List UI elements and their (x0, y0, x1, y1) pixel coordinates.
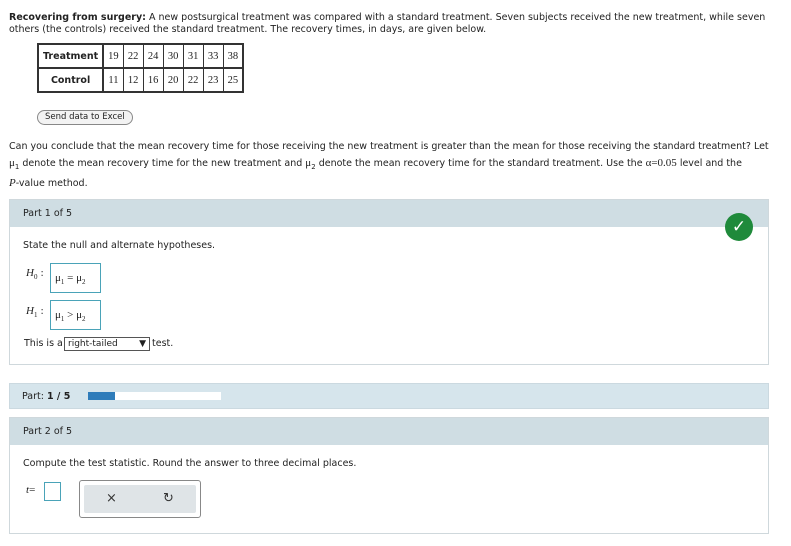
h1-answer-box[interactable]: $\mu_1 > \mu_2$ (50, 300, 101, 330)
table-cell: 12 (123, 68, 143, 92)
problem-title: Recovering from surgery: (9, 12, 146, 23)
t-label: t= (26, 484, 36, 496)
table-cell: 22 (183, 68, 203, 92)
question-line-1: Can you conclude that the mean recovery time for those receiving the new treatment is greater than the mean for those receiving the standard treatment? Let (9, 141, 769, 152)
question-line-3: P-value method. (9, 176, 88, 189)
alpha-value: α=0.05 (645, 157, 677, 169)
t-statistic-input[interactable] (44, 482, 61, 501)
dropdown-arrow-icon: ▼ (139, 339, 146, 349)
table-cell: 22 (123, 44, 143, 68)
part-1-instruction: State the null and alternate hypotheses. (23, 240, 216, 251)
table-cell: 33 (203, 44, 223, 68)
problem-text: A new postsurgical treatment was compared with a standard treatment. Seven subjects received the new treatment, while seven others (the controls) received the standard treatment. The recovery times, in days, are given below. (9, 12, 766, 35)
recovery-data-table (37, 43, 244, 93)
table-cell: 19 (103, 44, 123, 68)
table-cell: 23 (203, 68, 223, 92)
h1-label: $H_1$ : (26, 305, 44, 319)
tail-type-select[interactable]: right-tailed ▼ (64, 337, 150, 351)
progress-label: Part: 1 / 5 (22, 391, 71, 402)
table-cell: 16 (143, 68, 163, 92)
h0-answer-box[interactable]: $\mu_1 = \mu_2$ (50, 263, 101, 293)
table-row (38, 44, 243, 68)
tail-prefix: This is a (24, 338, 63, 349)
tail-suffix: test. (152, 338, 174, 349)
row-header-control: Control (38, 68, 103, 92)
check-icon: ✓ (725, 213, 753, 241)
part-1-header: Part 1 of 5 (10, 200, 768, 227)
table-cell: 20 (163, 68, 183, 92)
part-2-instruction: Compute the test statistic. Round the answer to three decimal places. (23, 458, 357, 469)
table-row (38, 68, 243, 92)
send-to-excel-button[interactable]: Send data to Excel (37, 110, 133, 125)
table-cell: 30 (163, 44, 183, 68)
answer-tool-panel (79, 480, 201, 518)
table-cell: 38 (223, 44, 243, 68)
question-text (9, 139, 779, 192)
part-2-header: Part 2 of 5 (10, 418, 768, 445)
table-cell: 24 (143, 44, 163, 68)
table-cell: 31 (183, 44, 203, 68)
h0-label: $H_0$ : (26, 267, 44, 281)
row-header-treatment: Treatment (38, 44, 103, 68)
clear-icon[interactable]: × (106, 491, 117, 506)
question-line-2: $\mu_1$ denote the mean recovery time for the new treatment and $\mu_2$ denote the mean recovery time for the standard treatment. Use the α=0.05 level and the (9, 157, 742, 171)
undo-icon[interactable]: ↻ (163, 491, 174, 506)
progress-track (88, 392, 221, 400)
table-cell: 11 (103, 68, 123, 92)
problem-intro (9, 12, 779, 36)
progress-fill (88, 392, 115, 400)
table-cell: 25 (223, 68, 243, 92)
progress-bar (9, 383, 769, 409)
